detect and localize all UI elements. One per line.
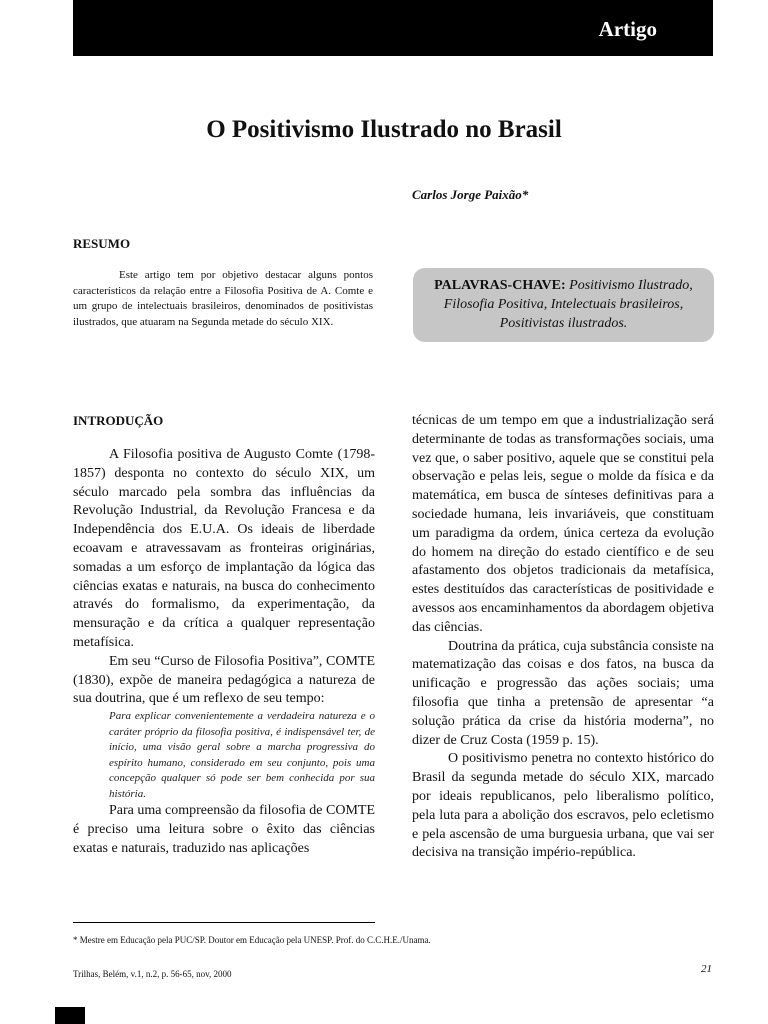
keywords-label: PALAVRAS-CHAVE: — [434, 278, 566, 293]
abstract-heading: RESUMO — [73, 236, 131, 251]
keywords-text: Positivismo Ilustrado, Filosofia Positiva, Intelectuais brasileiros, Positivistas ilustrados. — [443, 278, 693, 331]
body-paragraph: Em seu “Curso de Filosofia Positiva”, COMTE (1830), expõe de maneira pedagógica a natureza de sua doutrina, que é um reflexo de seu tempo: — [73, 653, 375, 707]
introduction-heading: INTRODUÇÃO — [73, 413, 164, 428]
footnote: * Mestre em Educação pela PUC/SP. Doutor em Educação pela UNESP. Prof. do C.C.H.E./Unama. — [73, 935, 431, 945]
body-paragraph: O positivismo penetra no contexto histórico do Brasil da segunda metade do século XIX, marcado por ideais republicanos, pelo liberalismo político, pela luta para a abolição dos escravos, pelo ecletismo e pela ascensão de uma burguesia urbana, que vai ser decisiva na transição império-república. — [412, 751, 714, 861]
body-paragraph: Para uma compreensão da filosofia de COMTE é preciso uma leitura sobre o êxito das ciências exatas e naturais, traduzido nas aplicações — [73, 803, 375, 856]
abstract-text: Este artigo tem por objetivo destacar alguns pontos característicos da relação entre a Filosofia Positiva de A. Comte e um grupo de intelectuais brasileiros, denominados de positivistas ilustrados, que atuaram na Segunda metade do século XIX. — [73, 269, 373, 328]
body-paragraph: Doutrina da prática, cuja substância consiste na matematização das coisas e dos fatos, na busca da unificação e progressão das ações sociais; uma filosofia que tinha a pretensão de apresentar “a solução prática da crise da história moderna”, no dizer de Cruz Costa (1959 p. 15). — [412, 638, 714, 748]
block-quote: Para explicar convenientemente a verdadeira natureza e o caráter próprio da filosofia positiva, é indispensável ter, de início, uma visão geral sobre a marcha progressiva do espírito humano, considerado em seu conjunto, pois uma concepção qualquer só pode ser bem conhecida por sua história. — [109, 710, 375, 800]
footnote-divider — [73, 922, 375, 923]
section-label: Artigo — [598, 17, 657, 41]
body-column-right — [412, 412, 714, 863]
body-column-left — [73, 412, 375, 859]
body-paragraph: A Filosofia positiva de Augusto Comte (1798-1857) desponta no contexto do século XIX, um século marcado pela sombra das influências da Revolução Industrial, da Revolução Francesa e da Independência dos E.U.A. Os ideais de liberdade ecoavam e atravessavam as fronteiras originárias, somadas a um esforço de implantação da lógica das ciências exatas e naturais, na busca do conhecimento através do formalismo, da experimentação, da mensuração e da crítica a qualquer representação metafísica. — [73, 447, 375, 650]
page-number: 21 — [701, 963, 712, 975]
article-author: Carlos Jorge Paixão* — [412, 187, 529, 202]
corner-marker — [55, 1007, 85, 1024]
keywords-box — [413, 268, 714, 342]
journal-citation: Trilhas, Belém, v.1, n.2, p. 56-65, nov, 2000 — [73, 969, 232, 979]
article-title: O Positivismo Ilustrado no Brasil — [206, 116, 562, 143]
body-paragraph: técnicas de um tempo em que a industrialização será determinante de todas as transformações sociais, uma vez que, o saber positivo, aquele que se constitui pela observação e pelas leis, segue o molde da física e da matemática, em busca de sínteses definitivas para a sociedade humana, leis invariáveis, que constituam um paradigma da ordem, única certeza da evolução do homem na direção do estado científico e de seu afastamento dos objetos tradicionais da metafísica, estes destituídos das características de positividade e avessos aos encaminhamentos da abordagem objetiva das ciências. — [412, 413, 714, 635]
section-header-bar — [73, 0, 713, 56]
